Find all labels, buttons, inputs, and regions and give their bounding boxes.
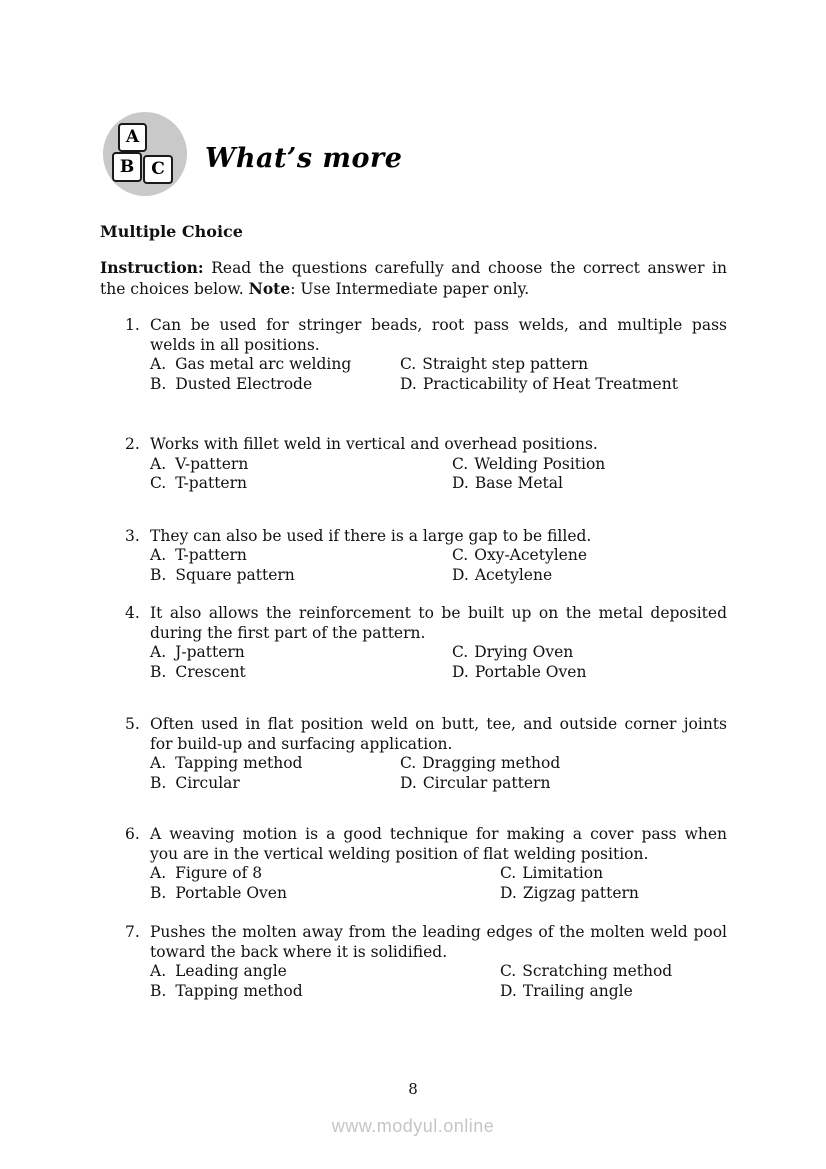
option-text: Practicability of Heat Treatment	[422, 374, 678, 393]
question-text: toward the back where it is solidified.	[150, 942, 448, 961]
question-options	[150, 864, 727, 903]
question-number: 6.	[125, 825, 140, 843]
option-a	[150, 962, 500, 982]
option-label: B.	[150, 981, 167, 1000]
option-label: C.	[452, 643, 469, 661]
abc-block-c	[143, 155, 173, 184]
option-d	[400, 774, 727, 794]
option-label: A.	[150, 864, 167, 882]
question-number: 4.	[125, 604, 140, 622]
watermark: www.modyul.online	[331, 1116, 495, 1136]
abc-block-a	[118, 123, 147, 152]
question-2	[100, 435, 727, 494]
option-d	[452, 663, 727, 683]
option-b	[150, 774, 400, 794]
abc-block-c-letter: C	[151, 159, 165, 179]
question-4	[100, 604, 727, 682]
option-text: Circular pattern	[422, 773, 551, 792]
option-text: Tapping method	[175, 754, 303, 772]
option-a	[150, 754, 400, 774]
option-a	[150, 864, 500, 884]
option-label: C.	[500, 864, 517, 882]
option-label: D.	[500, 981, 517, 1000]
option-text: T-pattern	[175, 546, 247, 564]
instruction-paragraph	[100, 258, 727, 299]
option-text: Zigzag pattern	[522, 883, 639, 902]
option-text: Welding Position	[474, 454, 606, 473]
option-label: C.	[150, 474, 167, 492]
question-text: Pushes the molten away from the leading edges of the molten weld pool	[150, 923, 727, 941]
page-title: What’s more	[205, 143, 403, 174]
question-number: 1.	[125, 316, 140, 334]
option-a	[150, 546, 452, 566]
option-label: C.	[452, 454, 469, 473]
option-label: B.	[150, 565, 167, 584]
option-label: A.	[150, 962, 167, 980]
question-options	[150, 455, 727, 494]
option-text: Scratching method	[522, 962, 673, 980]
option-text: Trailing angle	[522, 981, 633, 1000]
option-label: D.	[452, 565, 469, 584]
option-text: Oxy-Acetylene	[474, 546, 587, 564]
question-7	[100, 923, 727, 1001]
question-text: Can be used for stringer beads, root pass welds, and multiple pass	[150, 316, 727, 334]
option-d	[500, 884, 727, 904]
question-options	[150, 962, 727, 1001]
note-text: : Use Intermediate paper only.	[290, 279, 530, 298]
option-c	[452, 643, 727, 663]
option-label: B.	[150, 773, 167, 792]
option-label: B.	[150, 374, 167, 393]
question-number: 3.	[125, 526, 140, 545]
option-b	[150, 566, 452, 586]
question-number: 5.	[125, 715, 140, 733]
abc-blocks-icon	[103, 112, 187, 196]
instruction-line-1	[100, 258, 727, 279]
question-text: Often used in flat position weld on butt, tee, and outside corner joints	[150, 715, 727, 733]
option-d	[452, 474, 727, 494]
question-text: They can also be used if there is a large gap to be filled.	[150, 526, 592, 545]
question-options	[150, 546, 727, 585]
option-c	[500, 962, 727, 982]
option-text: Limitation	[522, 864, 604, 882]
option-text: Portable Oven	[175, 883, 287, 902]
option-b	[150, 982, 500, 1002]
option-b	[150, 884, 500, 904]
question-5	[100, 715, 727, 793]
option-label: A.	[150, 355, 167, 373]
option-a	[150, 355, 400, 375]
option-text: Dragging method	[422, 754, 561, 772]
option-b	[150, 375, 400, 395]
option-text: Figure of 8	[175, 864, 263, 882]
question-options	[150, 643, 727, 682]
abc-block-a-letter: A	[125, 127, 140, 147]
option-text: Straight step pattern	[422, 355, 589, 373]
note-label: Note	[248, 278, 291, 298]
question-text: for build-up and surfacing application.	[150, 734, 453, 753]
option-label: A.	[150, 454, 167, 473]
question-text: during the first part of the pattern.	[150, 623, 426, 642]
option-label: D.	[500, 883, 517, 902]
instruction-label: Instruction:	[100, 258, 204, 277]
option-text: Acetylene	[474, 565, 553, 584]
section-heading: Multiple Choice	[100, 222, 243, 241]
option-d	[400, 375, 727, 395]
instruction-text: Read the questions carefully and choose the correct answer in	[203, 259, 727, 277]
option-c	[500, 864, 727, 884]
content-column	[100, 222, 727, 1001]
option-text: Crescent	[175, 662, 246, 681]
question-number: 2.	[125, 435, 140, 453]
option-label: C.	[500, 962, 517, 980]
option-c	[400, 754, 727, 774]
option-text: Drying Oven	[474, 643, 574, 661]
option-label: D.	[400, 374, 417, 393]
option-text: Portable Oven	[474, 662, 587, 681]
option-text: Square pattern	[175, 565, 295, 584]
question-text: A weaving motion is a good technique for making a cover pass when	[150, 825, 727, 843]
instruction-line-2: the choices below. Note: Use Intermediate paper only.	[100, 278, 530, 298]
option-text: Circular	[175, 773, 240, 792]
option-text: Tapping method	[175, 981, 303, 1000]
option-label: B.	[150, 662, 167, 681]
question-text: Works with fillet weld in vertical and overhead positions.	[150, 435, 598, 453]
question-options	[150, 355, 727, 394]
option-b	[150, 663, 452, 683]
page-number: 8	[408, 1080, 418, 1098]
abc-block-b	[112, 152, 142, 182]
option-label: C.	[452, 546, 469, 564]
option-text: Dusted Electrode	[175, 374, 313, 393]
option-c	[452, 546, 727, 566]
question-text: you are in the vertical welding position of flat welding position.	[150, 844, 649, 863]
question-text: welds in all positions.	[150, 335, 320, 354]
question-1	[100, 316, 727, 394]
option-label: D.	[400, 773, 417, 792]
option-c	[452, 455, 727, 475]
option-d	[452, 566, 727, 586]
option-text: Leading angle	[175, 962, 287, 980]
option-text: Gas metal arc welding	[175, 355, 352, 373]
option-text: V-pattern	[175, 454, 249, 473]
option-c	[400, 355, 727, 375]
question-options	[150, 754, 727, 793]
option-label: B.	[150, 883, 167, 902]
question-text: It also allows the reinforcement to be built up on the metal deposited	[150, 604, 727, 622]
option-text: J-pattern	[175, 643, 245, 661]
question-3	[100, 527, 727, 586]
option-text: T-pattern	[175, 474, 247, 492]
abc-block-b-letter: B	[119, 156, 135, 177]
option-label: C.	[400, 355, 417, 373]
option-c2	[150, 474, 452, 494]
option-label: A.	[150, 754, 167, 772]
option-a	[150, 455, 452, 475]
option-text: Base Metal	[474, 474, 563, 492]
option-d	[500, 982, 727, 1002]
option-label: A.	[150, 643, 167, 661]
option-label: A.	[150, 546, 167, 564]
option-a	[150, 643, 452, 663]
option-label: D.	[452, 474, 469, 492]
question-6	[100, 825, 727, 903]
option-label: C.	[400, 754, 417, 772]
option-label: D.	[452, 662, 469, 681]
question-number: 7.	[125, 923, 140, 941]
